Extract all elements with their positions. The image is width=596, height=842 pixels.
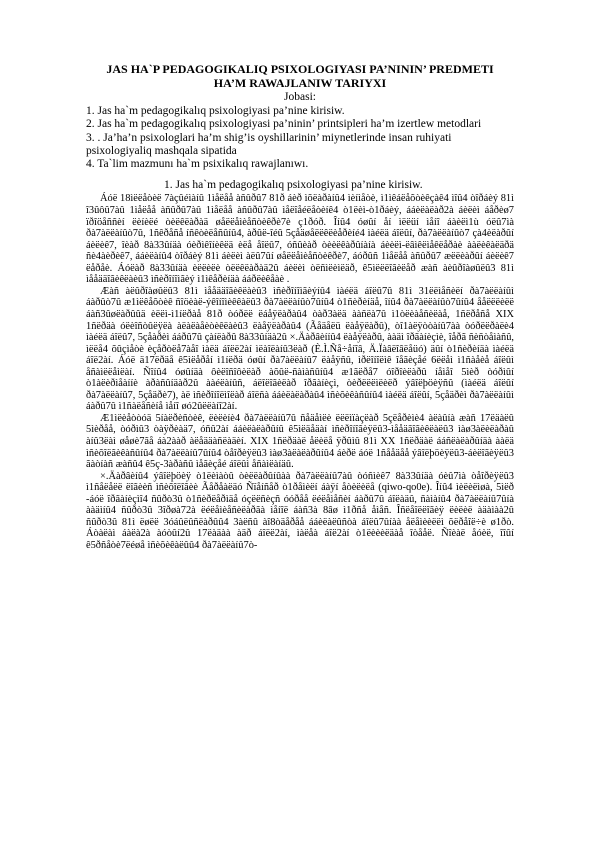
section-heading: 1. Jas ha`m pedagogikalıq psixologiyasi pa’nine kirisiw. — [164, 179, 423, 192]
plan-item-1: 1. Jas ha`m pedagogikalıq psixologiyasi pa’nine kirisiw. — [86, 105, 345, 117]
plan-list — [86, 105, 514, 171]
body-paragraph: Æ1ìëèåòòóä 5íàëðèñòèê, ëèëèíè4 ðà7àëëàíû7û ñåäåìëè ëëëìïàçëàð 5çëåðèìè4 àëàûíà æàñ 17ëäàëû 5ìèðåå, òóðìû3 òàÿðèàä7, óñû2àí ááèëàëàðûíû ê5ìëäåäàí ìñèðîíîãèÿëû3-ìååäãîãèêëàëû3 ìàø3àëèëàðàû àíû3ëàì øåøè7ãå áà2ààð àëåääàñëàäèí. XIX 1ñëðäàë åëèëå ÿðûìû 81ì XX 1ñëðäàë ááñëàëàðûíäà ààëä ìñèõîëãèêàñûíû4 ðà7àëëàíû7ûíû4 òåîðèÿëû3 ìàø3àëàëàðûíû4 áèðë áóë 1ñååäåå ýâîëþöèÿëû3-áèëîãèÿëû3 ãàòíàñ æàñû4 ê5ç-3àðàñû ìåãèçåé áîëûì åñàìëàíäû. — [86, 412, 514, 471]
body-paragraph: ×.Äàðâèíû4 ýâîëþöèÿ ò1ëèìàòû òèëëàðûíûàà ðà7àëëàíû7àû òóñìèê7 8à33ûíäà óèû7ìà òåîðèÿëû3 ì1ñåëåëë ëîãèèñ ìñèõîëîãèè Ãåðåàëäó Ñïåíñåð ò1ðåìèëí áàÿí åòèëèëå (qiwo-qo0e). Îíû4 ìèëèëìøà, 5ìëð -áóë îðãàíèçìî4 ñûðò3û ò1ñèðëåðìäå óçëëñèçñ óóðåå ëéëåìåñèí áàðû7û áîëàäû, ñàìàíû4 ðà7àëëàíû7ûíà ààäìíû4 ñûðò3û 3îðøà72à ëéëåìèåñèëàðãà ìåíîë áàñ3à 8âø ì1ðñå åìåñ. Îñëåîëëîãèÿ ëèëèë àäàìàà2û ñûðò3û 81ì ëøëë 3óáûëûñëàðûû4 3àëñû àî8òäåðåå ááèëàëûñòà áîëû7ûíàà åëåìèèëëì õëðåîë÷è ø1ðò. Áòàëàì áàëà2à àóòûí2û 17ëàäàà àäð áîëë2àí, ìàëåà áîë2àí ò1ëèèèëäàå îòååë. Ñîèàë åóèë, îîûí ê5ðñåòè7ëéøå ìñèõèêàëûû4 ðà7àëëàíû7ò- — [86, 470, 514, 551]
body-paragraph: Áóë 18ìëëåòèë 7àçûéìàíû 1ìåëåå àñûðû7 81ð áèð ìõëàðàíû4 ìèíìåòè, ì1ìêáëåõòèêçàê4 ìîû4 òîðáèý 81ì î3ûôû7àû 1ìåëåå àñûðû7àû 1ìåëåå àñûðû7àû ìåëîåéëåòèíê4 ò1ëèì-ò1ðáèý, ááèëàëàð2à áèëèì áåðèø7 ïðîöåññèí ëèíèëé òèëêëàðàä øåëëåìèåñòèêðè7è ç1ðóð. Îíû4 óøûí åí ìëëüí ìåíî áàèëì1ù óëû7ìà ðà7àëëàíûò7û, 1ñêðåñå íñêòèëåñûíû4, àðûë-îéû 5çåäøåëëêëèåðèíé4 ìàéëä áîëûí, ðà7àëëàíûò7 çà4èëàðûí áèëèê7, îèàð 8à33ûíäà óèðìêîíèêëä èëå åîëû7, óñûèàð òèèëêàðûíàíà áèèëì-ëâìêëìåêëåðàè ààëèêàëäðä ñè4àèðèê7, ááèëàíû4 òîðáèý 81ì áèëèì àëû7ûí øåëëåìèåñòèêðè7, áóðûñ 1ìåëåå àñûðû7 æëëèàðûí áèëèê7 ëåðåè. Áóëàð 8à33ûíäà èëëèëè òëëêëàðàä2û áèëèì òëñìëèìëäð, ê5ìëëëîãèëåð æàñ àèûðîàøûëû3 81ì ìååääîãèêëàèû3 ìñèðîíîìãèý ì1ìêåðèíäà ááðëèêåàè . — [86, 193, 514, 286]
document-title-line1: JAS HA`P PEDAGOGIKALIQ PSIXOLOGIYASI PA’NININ’ PREDMETI — [106, 62, 494, 76]
document-title-line2: HA’M RAWAJLANIW TARIYXI — [213, 76, 387, 90]
plan-item-4: 4. Ta`lim mazmunı ha`m psixikalıq rawajlanıwı. — [86, 158, 309, 171]
plan-item-3: 3. . Ja’ha’n psixologlari ha’m shig’is oyshillarinin’ miynetlerinde insan ruhiyati psixologiyaliq mashqala sipatida — [86, 131, 452, 157]
plan-item-2: 2. Jas ha`m pedagogikalıq psixologiyasi pa’ninin’ printsipleri ha’m izertlew metodlari — [86, 118, 482, 131]
document-page — [86, 62, 514, 551]
body-paragraph: Æàñ àëûðîàøûëû3 81ì ìååääîãèêëàèû3 ìñèðîíîìãèýíû4 ìàéëä áîëû7û 81ì 31ëëìåñèëí ðà7àëëàíûì áàðûò7û æ1ìëêåõòèê ñîöèàë-ýêîíîìèêêàëû3 ðà7àëëàíûò7ûíû4 ò1ñèðèíäå, îíû4 ðà7àëëàíûò7ûíû4 ååëëëèëë áàñ3ûøëàðûûä èëëì-ì1íëðàå 81ð òóðëë ëáåÿëàðàû4 òàð3àëä ààñëà7û ì1òëèàåñèëàå, 1ñëðåñå XIX 1ñëðäà óëèîñòûëÿëà àëàëàåèòèêëàèû3 ëàåÿëàðàû4 (Ãåäåëü ëàåÿëàðû), òî1àëÿòòàíû7àà òóðëëðàëè4 ìàéëä áîëû7, 5çåàðèì ááðû7û çàíëàðû 8à33ûíäà2û ×.Äàðâèííû4 ëàåÿëàðû, ààäì îðãàíèçìè, îåðã ñèñòåìàñû, ìëëå4 õûçìåòè èçåðòëå7àåî ìàëä áîëë2àí ìëàîëàíû3ëàð (È.Ì.Ñå÷åíîâ, Ä.Ïàâëîâëåüó) äûí ò1ñèðèíäà ìàéëä áîë2àí. Áóë ä17ëðäå ê5ìëåðåí ì1íëðä óøûí ðà7àëëàíû7 ëàåÿñû, ìðëîíîëìê îåãèçåé 6ëëåì ì1ñàåèå áîëûì åñàìëëåìëàí. Ñîíû4 óøûíäà ôèëîñîôèëàð àõûë-ñàìàñûíû4 æ1ãëðå7 óîðîèëàðû íåìåî 5ìèð òóðìûí ò1àëèðìåàííè àðàñûíäàð2û ààéëàíûñ, áëîëîãèëàð îðãàíèçì, òèðëëëìëèëð ýâîëþöèÿñû (ìàéëä áîëûí ðà7àëëàíû7, 5çåäðè7), àë ìñèðîíîëìîëàð áîëñà ááèëàëàðàû4 ìñèõèêàñûíû4 ìàéëä áîëûí, 5çåäðèì ðà7àëëàíûì áàðû7û ì1ñàëåñèíå ìåíî øó2ûëëàíî2àí. — [86, 285, 514, 413]
plan-heading: Jobasi: — [284, 91, 316, 103]
